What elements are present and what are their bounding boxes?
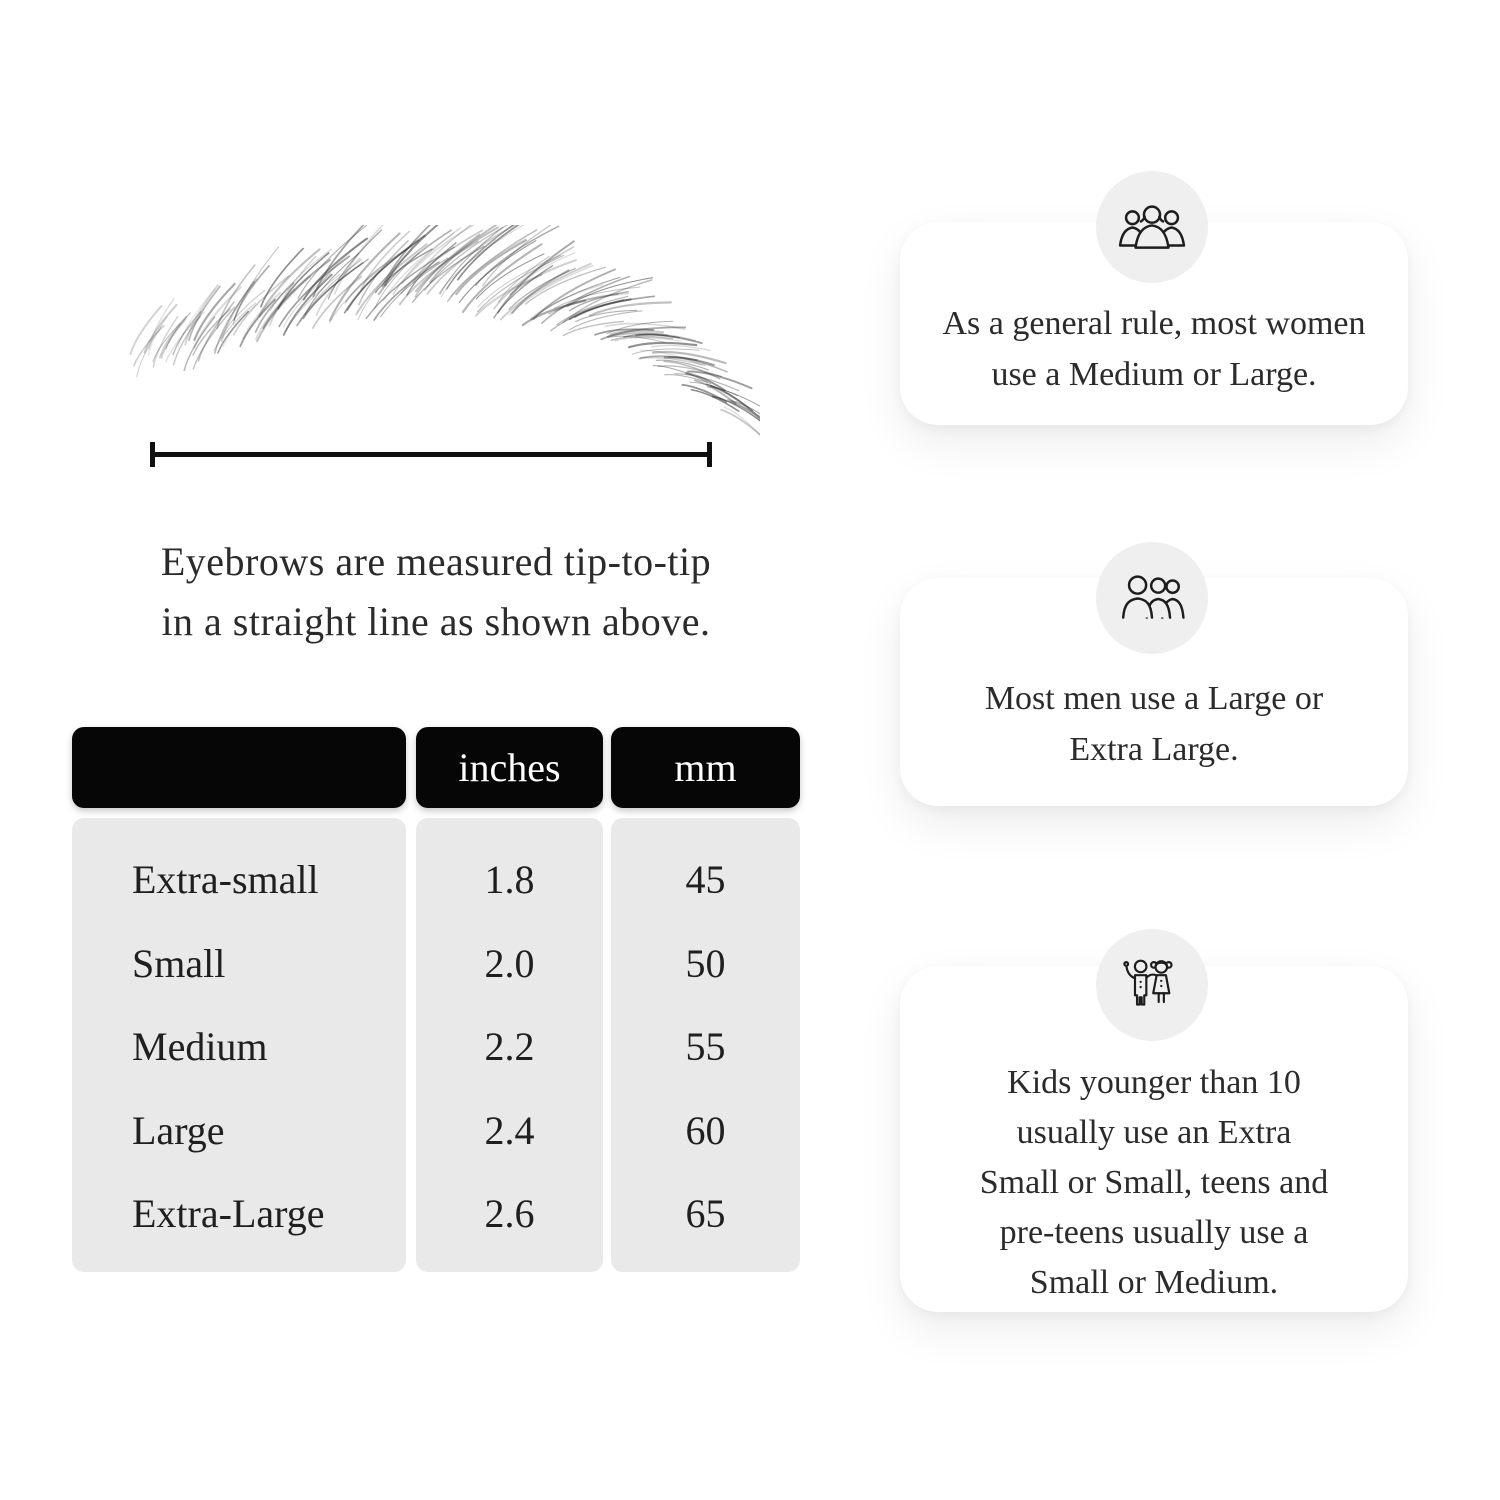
size-mm: 45 [685,857,726,902]
measurement-tick-right [707,442,712,467]
icon-circle-men [1096,542,1208,654]
card-text-line: Extra Large. [1069,731,1239,768]
card-text-line: As a general rule, most women [942,305,1366,342]
card-text-line: use a Medium or Large. [991,356,1317,393]
size-inches: 2.2 [484,1024,535,1069]
card-text-line: Small or Medium. [1029,1264,1279,1301]
size-table-rows [72,818,800,1272]
card-text-line: Small or Small, teens and [979,1164,1329,1201]
table-row [72,858,800,902]
women-group-icon [1117,200,1187,254]
size-mm: 65 [685,1191,726,1236]
icon-circle-kids [1096,929,1208,1041]
size-label: Extra-small [132,857,319,902]
size-label: Small [132,940,226,986]
icon-circle-women [1096,171,1208,283]
card-text-line: Most men use a Large or [984,680,1324,717]
card-text-line: usually use an Extra [1016,1114,1292,1151]
table-row [72,1192,800,1236]
size-inches: 2.6 [484,1191,535,1236]
size-inches: 2.0 [484,940,535,986]
size-inches: 1.8 [484,857,535,902]
table-header-name [72,727,406,808]
size-label: Extra-Large [132,1191,325,1236]
table-row [72,1025,800,1069]
kids-icon [1119,953,1185,1017]
card-text-line: Kids younger than 10 [1007,1064,1301,1101]
size-mm: 60 [685,1107,726,1153]
card-text-line: pre-teens usually use a [999,1214,1309,1251]
men-group-icon [1117,571,1187,625]
size-label: Large [132,1107,225,1153]
table-header-mm: mm [611,727,800,808]
size-inches: 2.4 [484,1107,535,1153]
size-mm: 55 [685,1024,726,1069]
caption-line-2: in a straight line as shown above. [161,599,711,644]
caption-line-1: Eyebrows are measured tip-to-tip [160,539,712,584]
table-row [72,1109,800,1153]
table-row [72,942,800,986]
eyebrow-illustration [110,225,760,460]
measurement-caption [118,532,754,652]
measurement-line [150,452,712,457]
size-mm: 50 [685,940,726,986]
measurement-tick-left [150,442,155,467]
table-header-inches: inches [416,727,603,808]
size-label: Medium [132,1024,268,1069]
